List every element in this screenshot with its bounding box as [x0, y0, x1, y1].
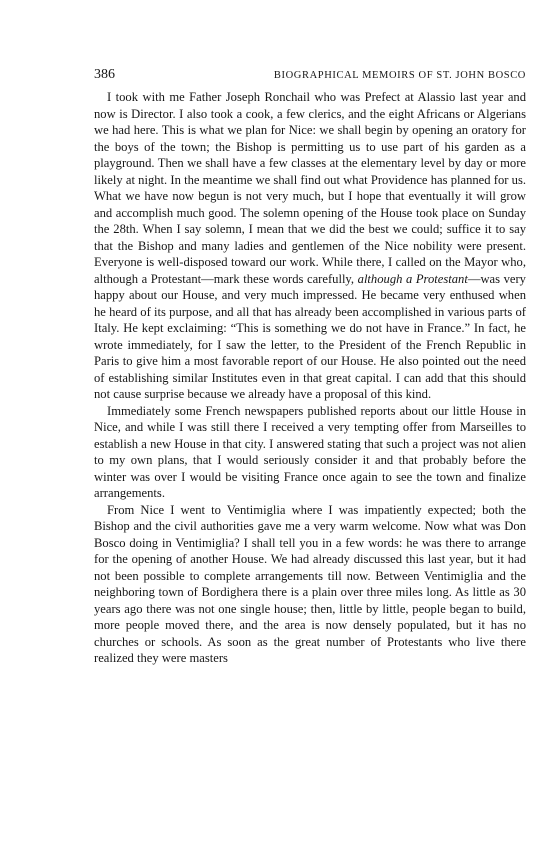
page-number: 386 — [94, 67, 115, 82]
running-head: BIOGRAPHICAL MEMOIRS OF ST. JOHN BOSCO — [273, 70, 526, 81]
italic-emphasis: although a Protestant — [357, 271, 468, 286]
paragraph-2: Immediately some French newspapers published reports about our little House in Nice, and while I was still there I received a very tempting offer from Marseilles to establish a new House in that city. I answered stating that such a project was not alien to my own plans, that I would seriously consider it and that probably before the winter was over I would be visiting France once again to see the town and finalize arrangements. — [94, 403, 526, 500]
paragraph-1-text-a: I took with me Father Joseph Ronchail who was Prefect at Alassio last year and now is Director. I also took a cook, a few clerics, and the eight Africans or Algerians we had here. This is what we plan for Nice: we shall begin by opening an oratory for the boys of the town; the Bishop is permitting us to use part of his garden as a playground. Then we shall have a few classes at the elementary level by day or more likely at night. In the meantime we shall find out what Providence has planned for us. What we have now begun is not very much, but I hope that eventually it will grow and accomplish much good. The solemn opening of the House took place on Sunday the 28th. When I say solemn, I mean that we did the best we could; suffice it to say that the Bishop and many ladies and gentlemen of the Nice nobility were present. Everyone is well-disposed toward our work. While there, I called on the Mayor who, although a Protestant—mark these words carefully, — [94, 90, 526, 286]
body-text — [94, 89, 526, 667]
book-page — [94, 66, 526, 667]
paragraph-1-text-b: —was very happy about our House, and very much impressed. He became very enthused when he heard of its purpose, and all that has already been accomplished in various parts of Italy. He kept exclaiming: “This is something we do not have in France.” In fact, he wrote immediately, for I saw the letter, to the President of the French Republic in Paris to give him a most favorable report of our House. He also pointed out the need of establishing similar Institutes even in that great capital. I can add that this should not cause surprise because we already have a proposal of this kind. — [94, 271, 526, 401]
paragraph-1 — [94, 89, 526, 403]
paragraph-3: From Nice I went to Ventimiglia where I was impatiently expected; both the Bishop and the civil authorities gave me a very warm welcome. Now what was Don Bosco doing in Ventimiglia? I shall tell you in a few words: he was there to arrange for the opening of another House. We had already discussed this last year, but it had not been possible to complete arrangements till now. Between Ventimiglia and the neighboring town of Bordighera there is a plain over three miles long. As little as 30 years ago there was not one single house; then, little by little, people began to build, more people moved there, and the area is now densely populated, but it has no churches or schools. As soon as the great number of Protestants who live there realized they were masters — [94, 502, 526, 665]
page-header — [94, 66, 526, 88]
